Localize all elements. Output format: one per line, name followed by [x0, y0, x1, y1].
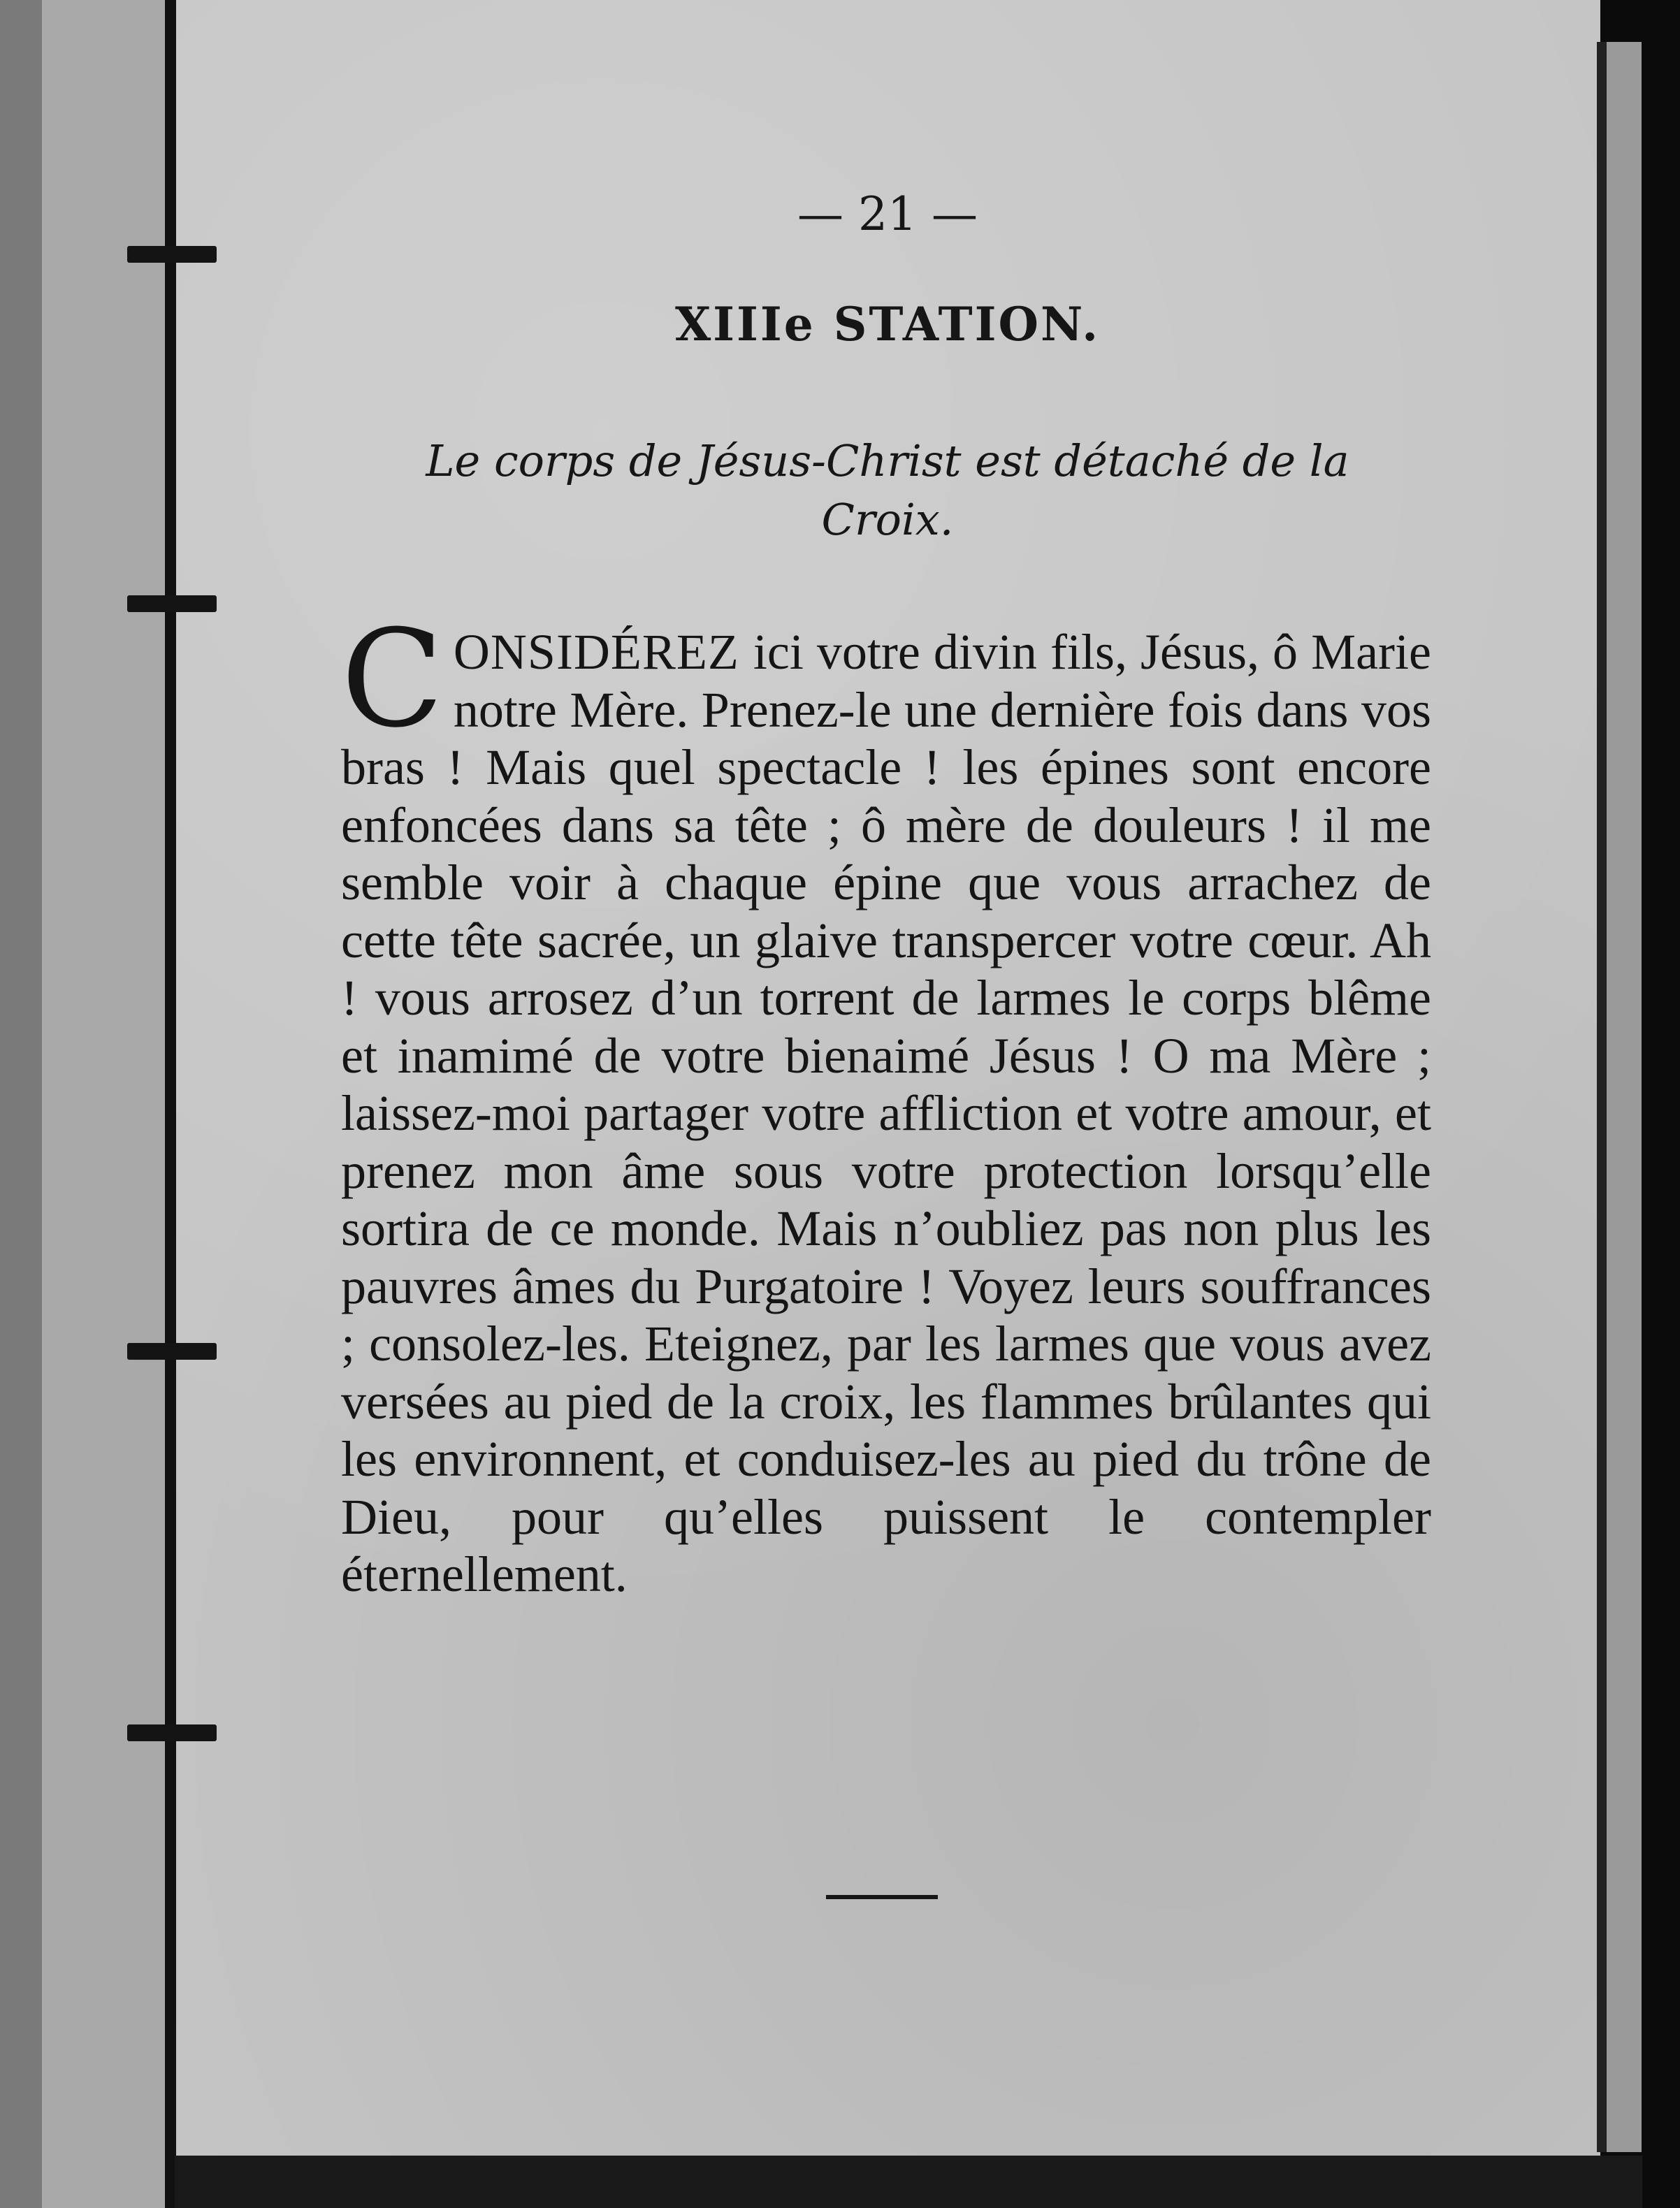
bottom-shadow	[175, 2156, 1642, 2208]
lead-word: ONSIDÉREZ	[453, 624, 753, 680]
next-page-edge	[1597, 42, 1642, 2152]
page-number: — 21 —	[797, 187, 978, 241]
binding-stitch	[127, 246, 217, 263]
drop-cap: C	[341, 602, 444, 757]
binding-stitch	[127, 1724, 217, 1741]
meditation-text	[341, 602, 1431, 1604]
closing-rule	[826, 1895, 938, 1899]
binding-stitch	[127, 1343, 217, 1360]
binding-stitch	[127, 595, 217, 612]
station-heading: XIIIe STATION.	[674, 297, 1101, 351]
station-subtitle: Le corps de Jésus-Christ est détaché de la Croix.	[426, 435, 1349, 545]
body-paragraph: ici votre divin fils, Jésus, ô Marie notre Mère. Prenez-le une dernière fois dans vos bras ! Mais quel spectacle ! les épines sont encore enfoncées dans sa tête ; ô mère de douleurs ! il me semble voir à chaque épine que vous arrachez de cette tête sacrée, un glaive transpercer votre cœur. Ah ! vous arrosez d’un torrent de larmes le corps blême et inamimé de votre bienaimé Jésus ! O ma Mère ; laissez-moi partager votre affliction et votre amour, et prenez mon âme sous votre protection lorsqu’elle sortira de ce monde. Mais n’oubliez pas non plus les pauvres âmes du Purgatoire ! Voyez leurs souffrances ; consolez-les. Eteignez, par les larmes que vous avez versées au pied de la croix, les flammes brûlantes qui les environnent, et conduisez-les au pied du trône de Dieu, pour qu’elles puissent le contempler éternellement.	[341, 624, 1431, 1602]
facing-page-shadow	[0, 0, 42, 2208]
